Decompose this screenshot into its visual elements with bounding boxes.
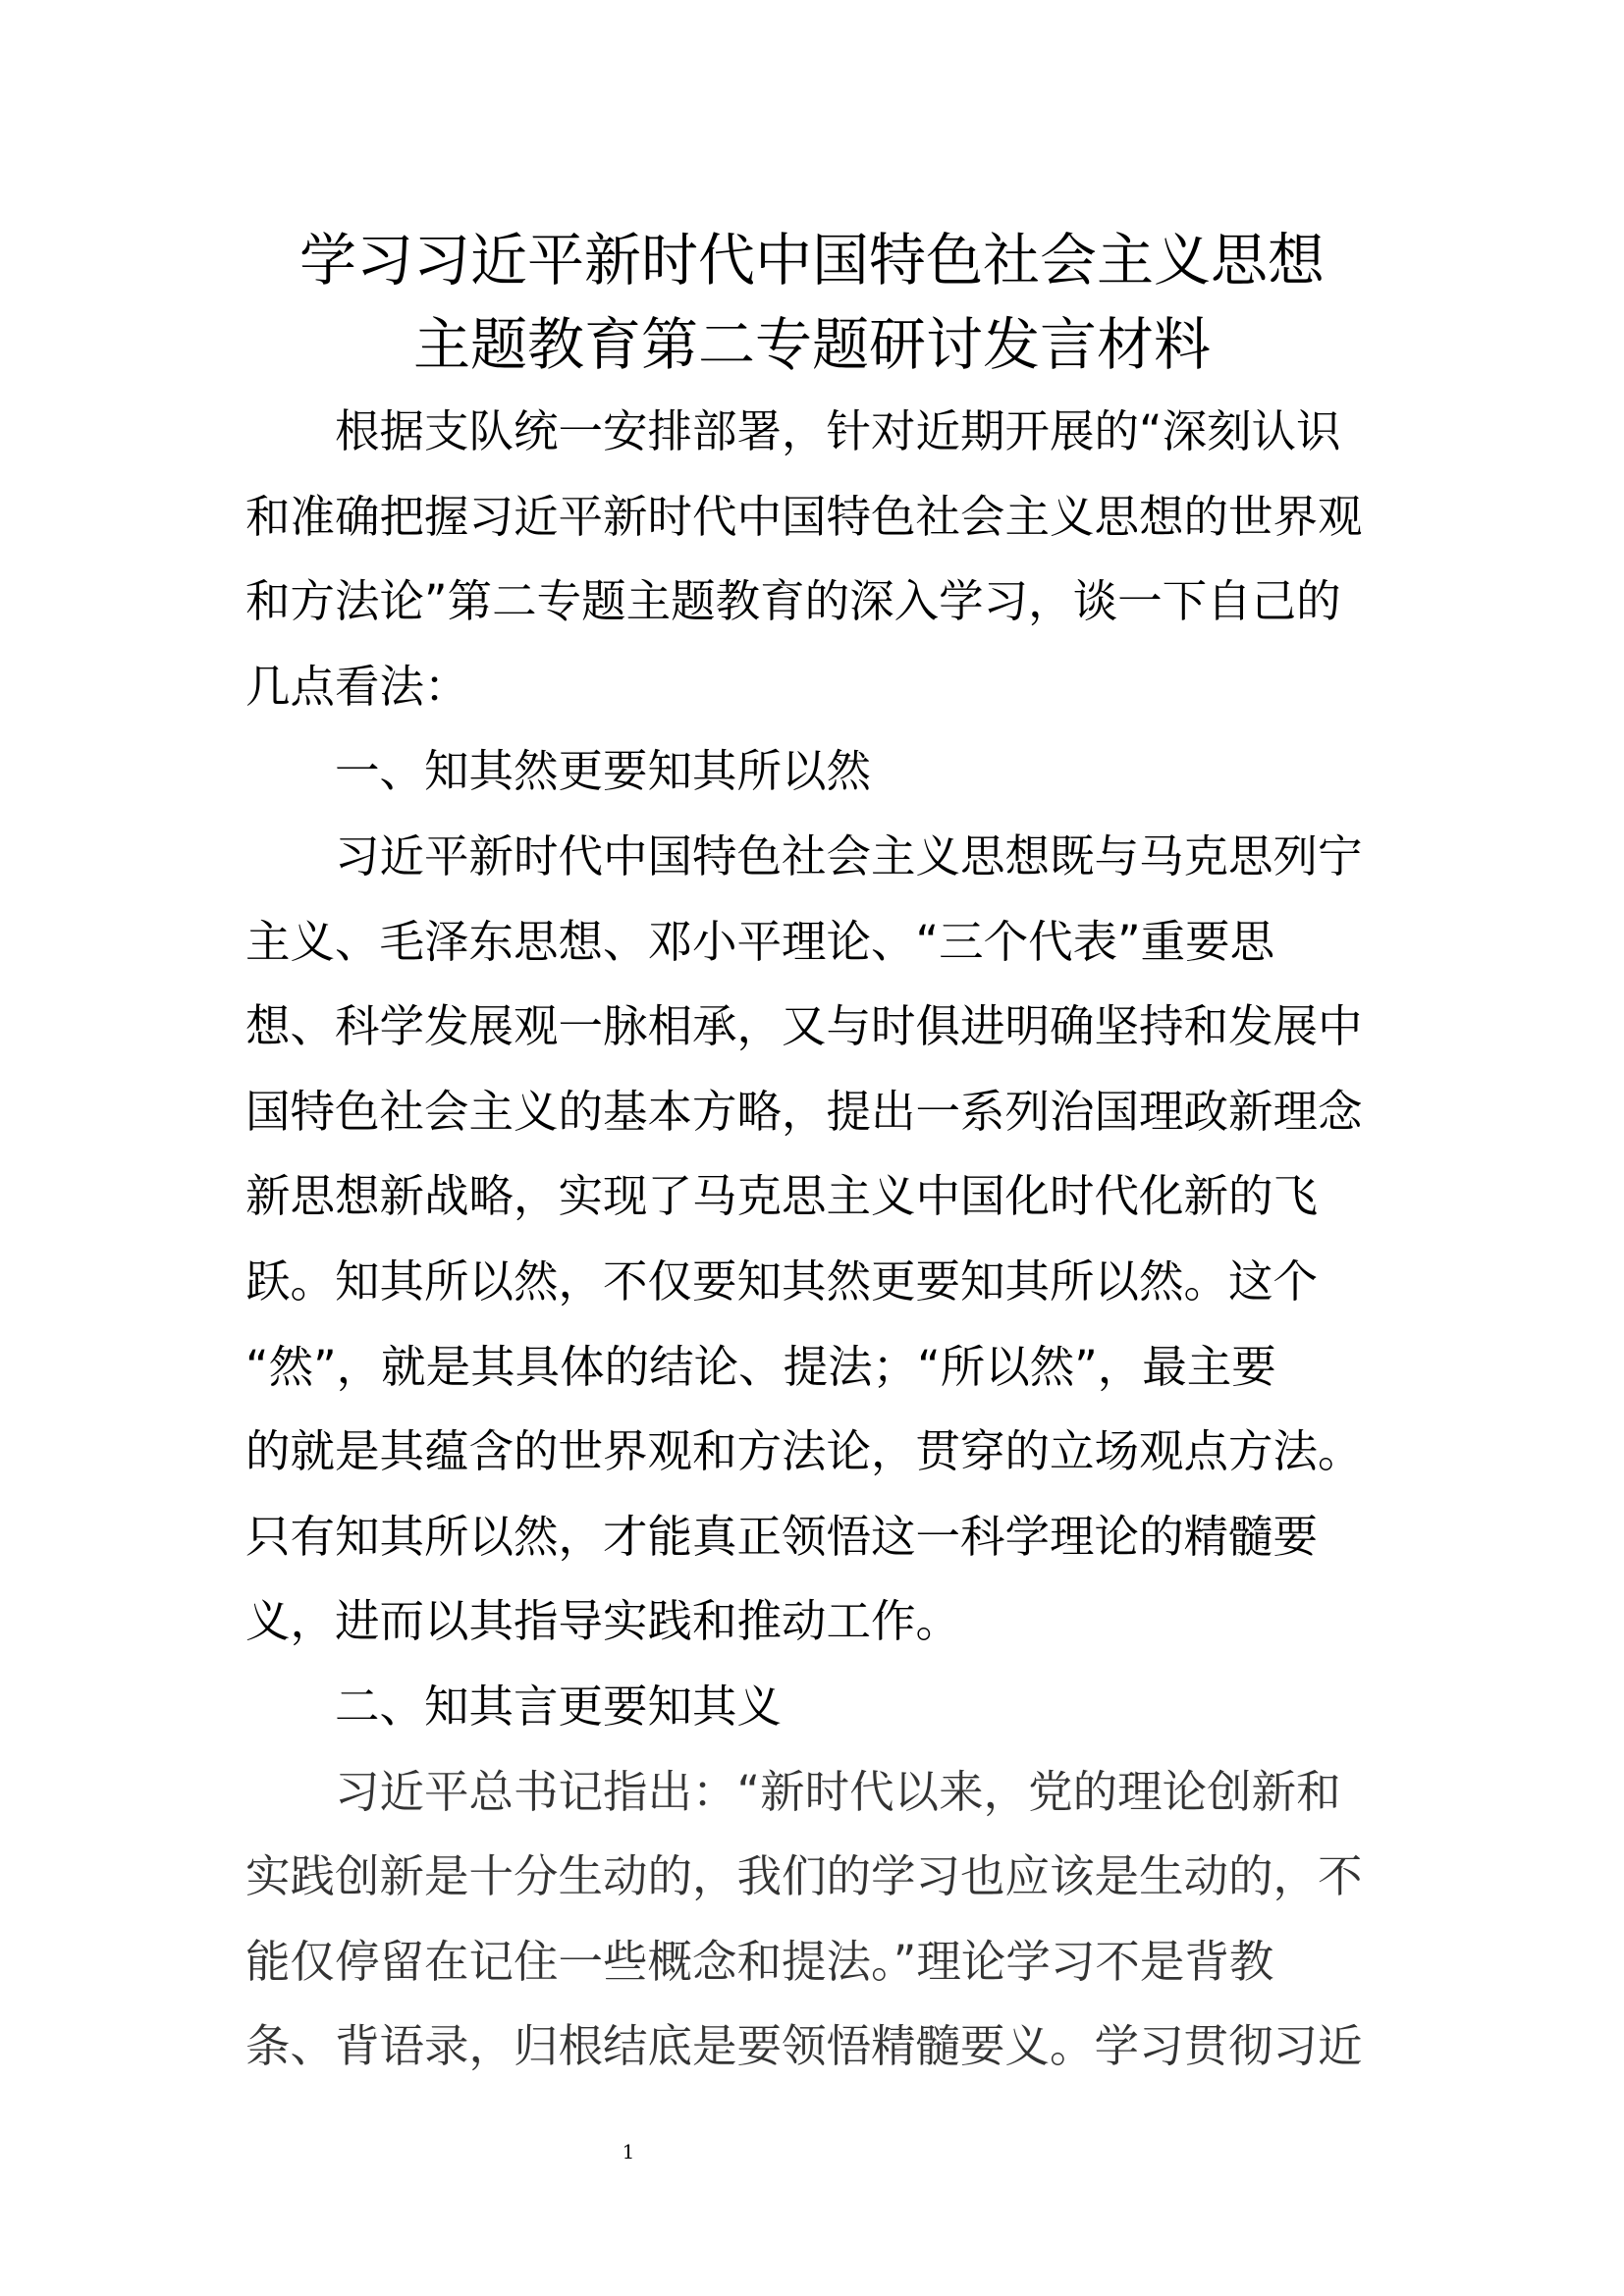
title-line-1: 学习习近平新时代中国特色社会主义思想 <box>298 227 1325 294</box>
paragraph-line: 实践创新是十分生动的，我们的学习也应该是生动的，不 <box>245 1850 1363 1903</box>
paragraph-line: 只有知其所以然，才能真正领悟这一科学理论的精髓要 <box>245 1510 1319 1563</box>
intro-paragraph <box>245 390 1389 729</box>
paragraph-line: 主义、毛泽东思想、邓小平理论、“三个代表”重要思 <box>245 915 1275 968</box>
document-title <box>196 218 1428 387</box>
heading-text: 一、知其然更要知其所以然 <box>335 745 872 798</box>
paragraph-line: 能仅停留在记住一些概念和提法。”理论学习不是背教 <box>245 1935 1274 1988</box>
paragraph-line: “然”，就是其具体的结论、提法；“所以然”，最主要 <box>245 1340 1276 1393</box>
title-line-2: 主题教育第二专题研讨发言材料 <box>412 311 1211 378</box>
heading-text: 二、知其言更要知其义 <box>335 1680 783 1733</box>
page-number: 1 <box>622 2140 635 2163</box>
paragraph-line: 想、科学发展观一脉相承，又与时俱进明确坚持和发展中 <box>245 1000 1363 1053</box>
paragraph-line: 习近平总书记指出：“新时代以来，党的理论创新和 <box>335 1765 1341 1818</box>
section-heading-2 <box>245 1665 1389 1750</box>
paragraph-line: 和方法论”第二专题主题教育的深入学习，谈一下自己的 <box>245 575 1341 628</box>
paragraph-line: 根据支队统一安排部署，针对近期开展的“深刻认识 <box>335 405 1341 457</box>
paragraph-line: 几点看法： <box>245 660 469 713</box>
paragraph-line: 跃。知其所以然，不仅要知其然更要知其所以然。这个 <box>245 1255 1319 1308</box>
paragraph-line: 国特色社会主义的基本方略，提出一系列治国理政新理念 <box>245 1085 1363 1138</box>
paragraph-line: 和准确把握习近平新时代中国特色社会主义思想的世界观 <box>245 490 1363 543</box>
section-2-paragraph <box>245 1750 1389 2090</box>
paragraph-line: 习近平新时代中国特色社会主义思想既与马克思列宁 <box>335 829 1363 882</box>
paragraph-line: 新思想新战略，实现了马克思主义中国化时代化新的飞 <box>245 1170 1319 1223</box>
section-1-paragraph <box>245 815 1389 1665</box>
paragraph-line: 的就是其蕴含的世界观和方法论，贯穿的立场观点方法。 <box>245 1425 1363 1478</box>
paragraph-line: 义，进而以其指导实践和推动工作。 <box>245 1595 961 1648</box>
section-heading-1 <box>245 729 1389 815</box>
paragraph-line: 条、背语录，归根结底是要领悟精髓要义。学习贯彻习近 <box>245 2020 1363 2073</box>
document-body <box>245 390 1389 2090</box>
